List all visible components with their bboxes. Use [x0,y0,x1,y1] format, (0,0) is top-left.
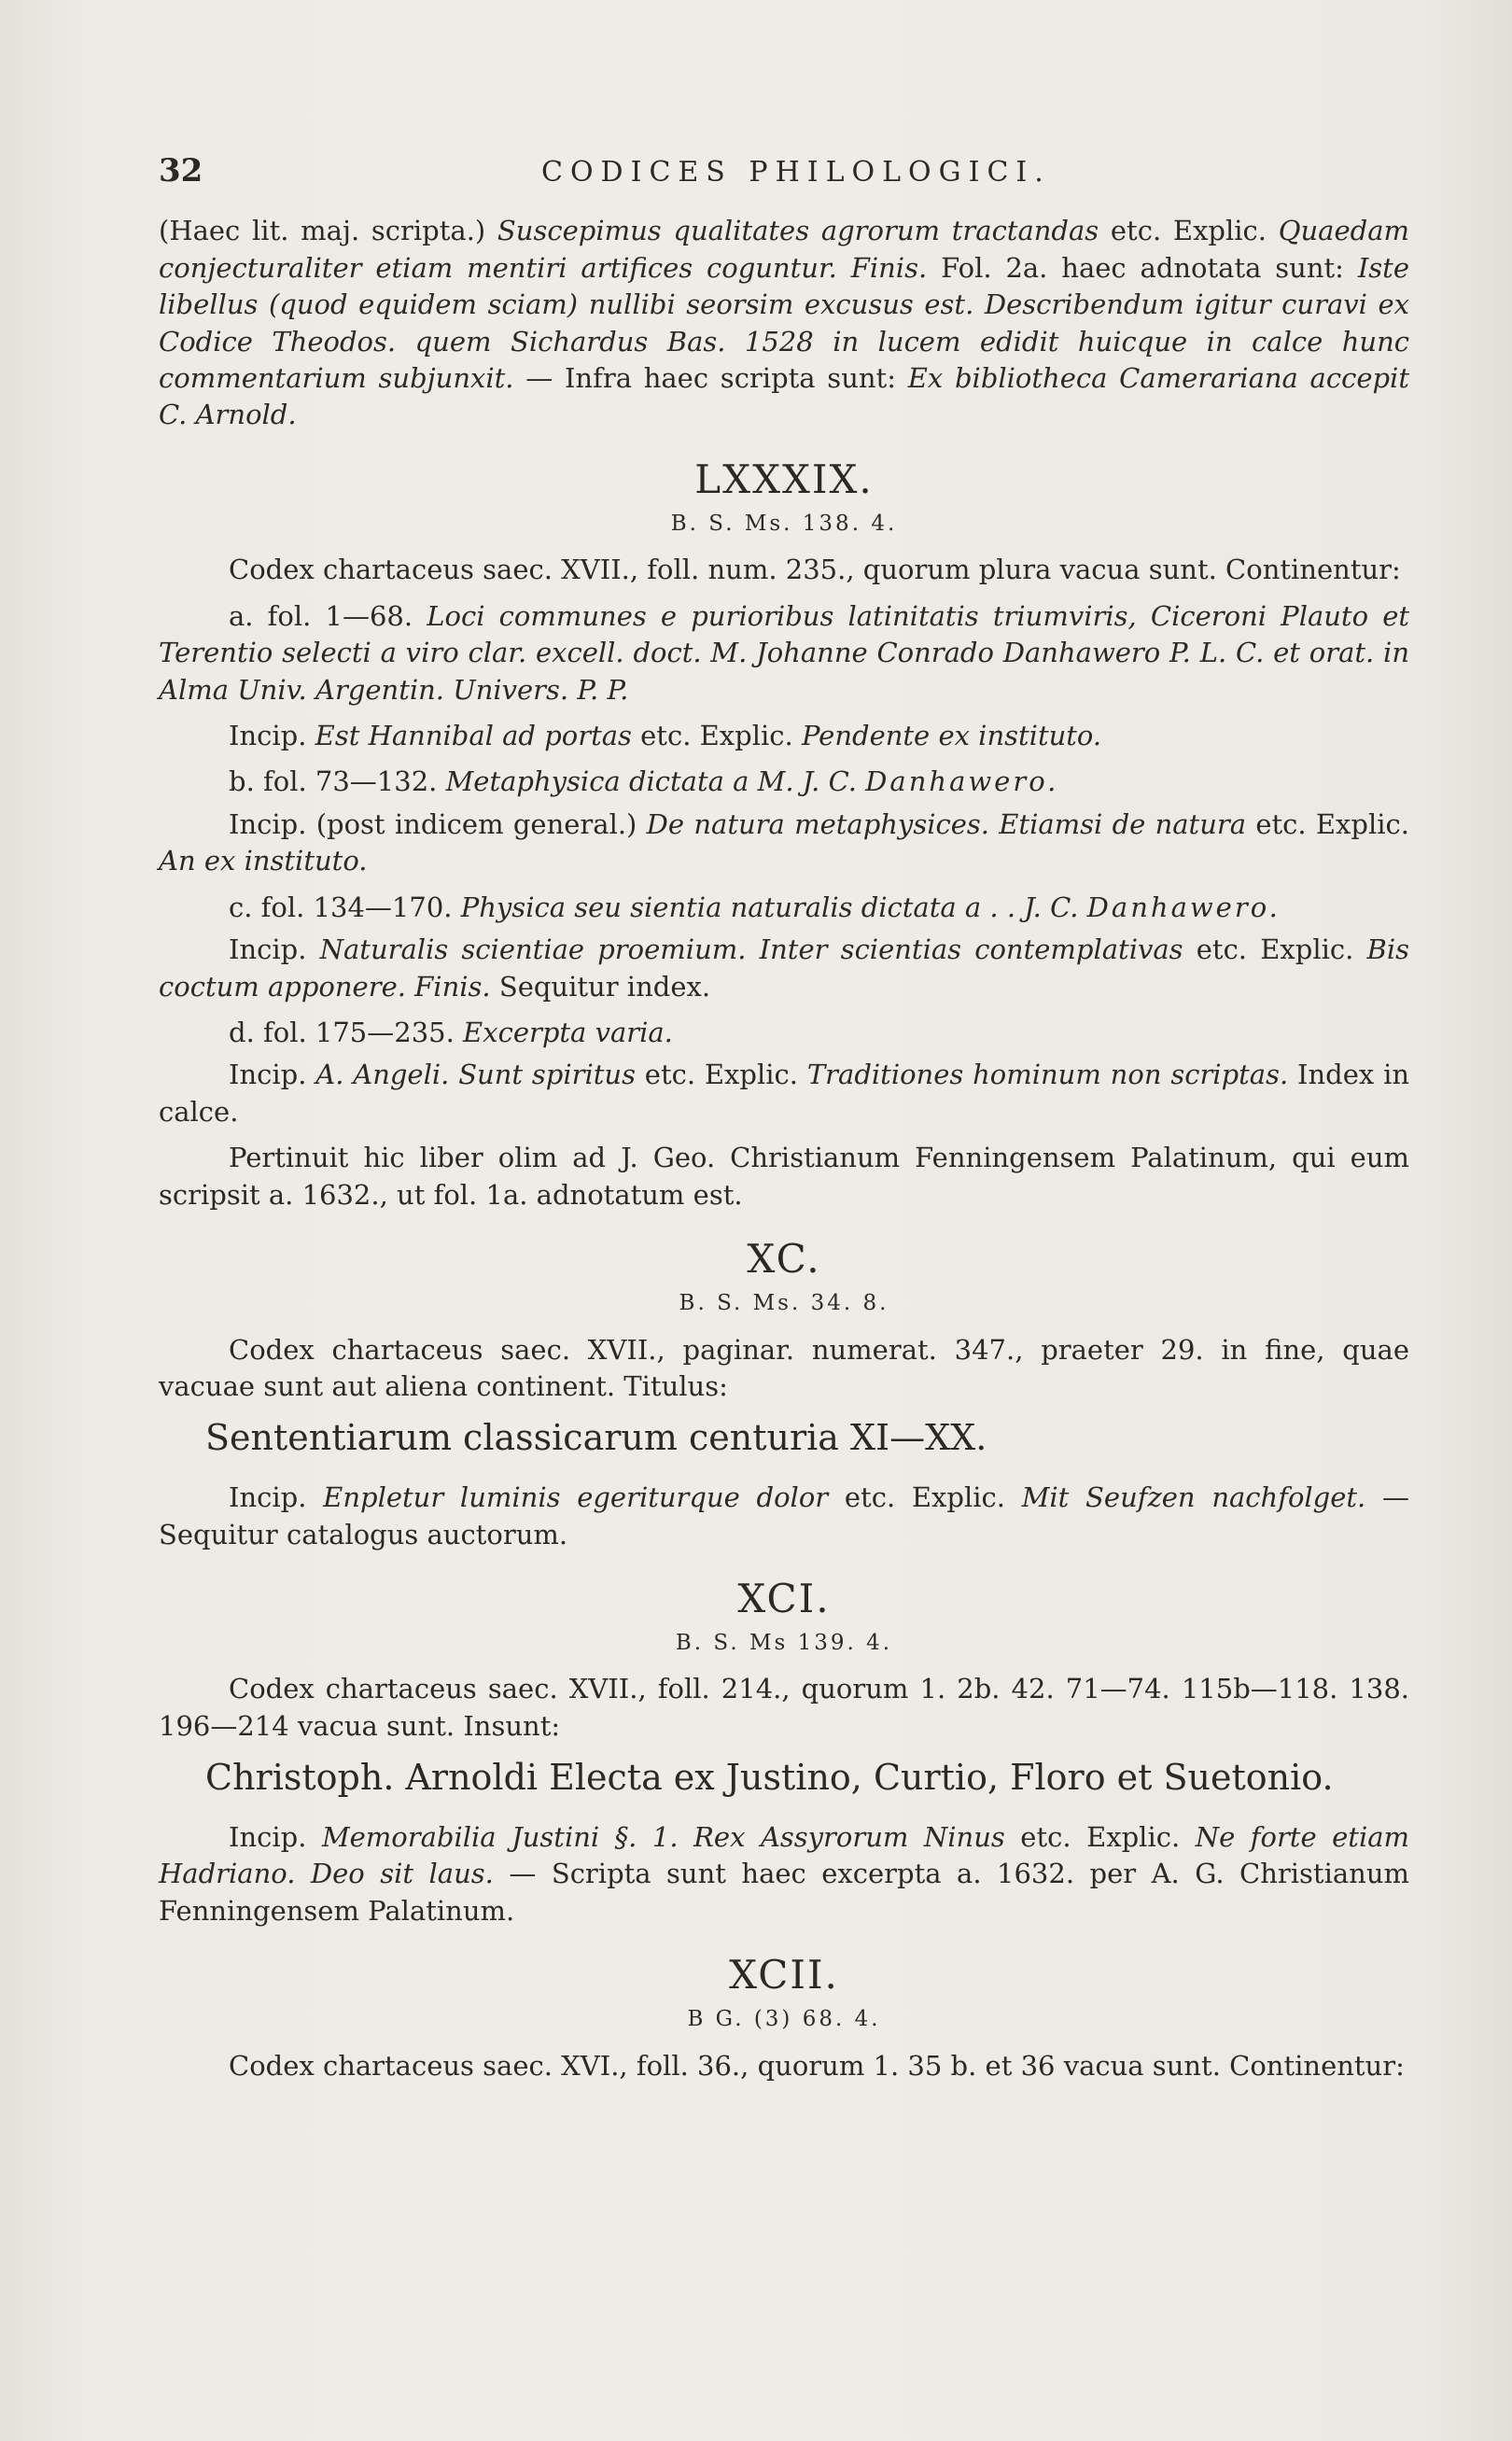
incipit-label: Incip. (post indicem general.) [229,807,647,840]
section-number: XCI. [737,1576,831,1622]
incipit-text: A. Angeli. Sunt spiritus [315,1059,636,1091]
intro-italic: Quaedam conjecturaliter etiam mentiri artifices coguntur. Finis. [159,215,1409,284]
explicit-text: Pendente ex instituto. [801,719,1102,751]
incipit-c [159,932,1409,1005]
intro-text: — Infra haec scripta sunt: [513,361,908,394]
codex-description: Codex chartaceus saec. XVII., foll. num. 235., quorum plura vacua sunt. Continentur: [229,554,1401,586]
codex-description: Codex chartaceus saec. XVI., foll. 36., quorum 1. 35 b. et 36 vacua sunt. Continentur: [229,2049,1405,2082]
incipit-d [159,1057,1409,1130]
section-number: XCII. [729,1952,839,1999]
content-item-a [159,598,1409,708]
incipit-text: Memorabilia Justini §. 1. Rex Assyrorum Ninus [321,1820,1005,1853]
running-head [159,149,1409,192]
section-number: LXXXIX. [694,456,874,502]
incipit-label: Incip. [229,1481,324,1514]
shelf-mark: B G. (3) 68. 4. [687,2007,881,2032]
incipit-label: Incip. [229,1820,322,1853]
incipit-b [159,807,1409,880]
incipit-a [159,718,1409,754]
explicit-label: etc. Explic. [828,1481,1022,1514]
shelf-mark: B. S. Ms 139. 4. [675,1631,893,1656]
explicit-text: An ex instituto. [159,845,368,877]
section-number: XC. [747,1236,821,1283]
shelf-mark: B. S. Ms. 138. 4. [670,511,898,536]
item-label: a. fol. 1—68. [229,599,413,632]
item-title: Metaphysica dictata a M. J. C. [445,765,857,798]
intro-paragraph [159,213,1409,434]
work-title: Christoph. Arnoldi Electa ex Justino, Curtio, Floro et Suetonio. [205,1757,1334,1799]
incipit [159,1819,1409,1929]
incipit-text: Enpletur luminis egeriturque dolor [323,1481,829,1514]
item-name: Danhawero. [865,765,1059,798]
explicit-text: Mit Seufzen nachfolget. [1021,1481,1366,1514]
work-title: Sententiarum classicarum centuria XI—XX. [205,1417,987,1459]
item-title: Physica seu sientia naturalis dictata a . . J. C. [460,891,1079,923]
explicit-text: Bis coctum apponere. Finis. [159,933,1410,1003]
intro-italic: Suscepimus qualitates agrorum tractandas [497,215,1099,247]
codex-description: Codex chartaceus saec. XVII., foll. 214., quorum 1. 2b. 42. 71—74. 115b—118. 138. 196—214 vacua sunt. Insunt: [159,1673,1409,1742]
shelf-mark: B. S. Ms. 34. 8. [679,1291,889,1316]
explicit-text: Traditiones hominum non scriptas. [806,1059,1289,1091]
after-text: Index in calce. [159,1059,1410,1128]
page-content [159,149,1409,2094]
content-item-d [159,1015,1409,1051]
explicit-text: Ne forte etiam Hadriano. Deo sit laus. [159,1820,1410,1890]
intro-text: (Haec lit. maj. scripta.) [159,215,497,247]
item-title: Loci communes e purioribus latinitatis triumviris, Ciceroni Plauto et Terentio selecti a viro clar. excell. doct. M. Johanne Conrado Danhawero P. L. C. et orat. in Alma Univ. Argentin. Univers. P. P. [159,599,1410,706]
explicit-label: etc. Explic. [631,719,802,751]
incipit-label: Incip. [229,933,320,966]
intro-italic: Ex bibliotheca Camerariana accepit C. Arnold. [159,361,1409,431]
intro-text: etc. Explic. [1099,215,1279,247]
after-text: — Scripta sunt haec excerpta a. 1632. per A. G. Christianum Fenningensem Palatinum. [159,1858,1409,1927]
incipit [159,1480,1409,1553]
after-text: — Sequitur catalogus auctorum. [159,1481,1409,1550]
item-label: d. fol. 175—235. [229,1017,455,1049]
intro-italic: Iste libellus (quod equidem sciam) nullibi seorsim excusus est. Describendum igitur curavi ex Codice Theodos. quem Sichardus Bas. 1528 in lucem edidit huicque in calce hunc commentarium subjunxit. [159,251,1409,394]
content-item-c [159,890,1409,926]
page-number: 32 [159,152,203,189]
incipit-text: De natura metaphysices. Etiamsi de natura [646,807,1247,840]
after-text: Sequitur index. [490,970,711,1003]
provenance-note: Pertinuit hic liber olim ad J. Geo. Christianum Fenningensem Palatinum, qui eum scripsit a. 1632., ut fol. 1a. adnotatum est. [159,1142,1409,1211]
incipit-label: Incip. [229,1059,316,1091]
codex-description: Codex chartaceus saec. XVII., paginar. numerat. 347., praeter 29. in fine, quae vacuae sunt aut aliena continent. Titulus: [159,1333,1409,1403]
explicit-label: etc. Explic. [635,1059,807,1091]
item-name: Danhawero. [1086,891,1281,923]
item-label: c. fol. 134—170. [229,891,453,923]
incipit-text: Est Hannibal ad portas [315,719,632,751]
explicit-label: etc. Explic. [1004,1820,1196,1853]
explicit-label: etc. Explic. [1183,933,1367,966]
content-item-b [159,764,1409,800]
explicit-label: etc. Explic. [1246,807,1409,840]
incipit-text: Naturalis scientiae proemium. Inter scientias contemplativas [319,933,1183,966]
running-title: CODICES PHILOLOGICI. [541,156,1051,189]
item-title: Excerpta varia. [463,1017,673,1049]
item-label: b. fol. 73—132. [229,765,438,798]
intro-text: Fol. 2a. haec adnotata sunt: [927,251,1358,284]
incipit-label: Incip. [229,719,315,751]
